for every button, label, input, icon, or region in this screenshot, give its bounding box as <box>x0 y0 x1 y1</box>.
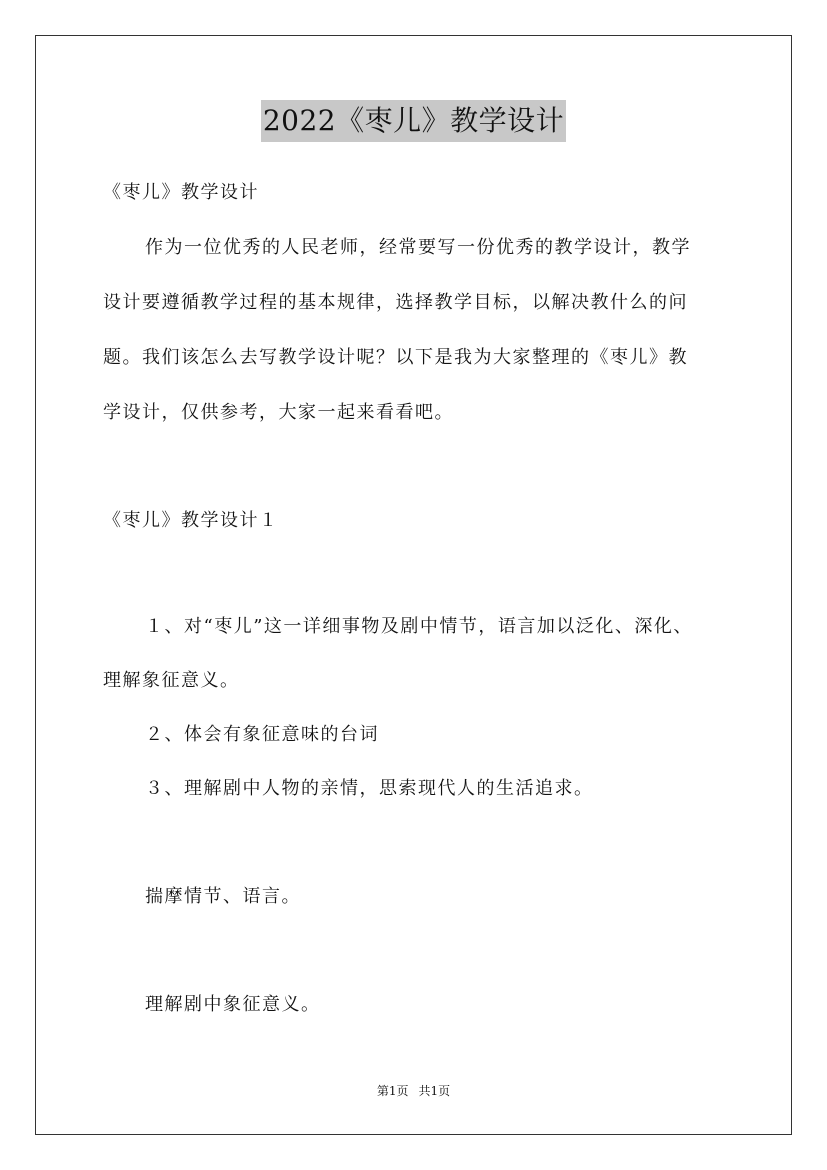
page-footer <box>0 1083 827 1099</box>
key-point: 揣摩情节、语言。 <box>145 886 301 907</box>
document-title: 2022《枣儿》教学设计 <box>261 100 566 142</box>
intro-line-3: 题。我们该怎么去写教学设计呢？以下是我为大家整理的《枣儿》教 <box>103 347 688 368</box>
difficult-point: 理解剧中象征意义。 <box>145 994 321 1015</box>
objective-1-line-2: 理解象征意义。 <box>103 670 240 691</box>
section-heading: 《枣儿》教学设计１ <box>103 510 279 531</box>
objective-2: ２、体会有象征意味的台词 <box>145 724 379 745</box>
objective-3: ３、理解剧中人物的亲情，思索现代人的生活追求。 <box>145 778 594 799</box>
document-title-wrap <box>0 100 827 142</box>
subtitle-line: 《枣儿》教学设计 <box>103 182 259 203</box>
intro-line-1: 作为一位优秀的人民老师，经常要写一份优秀的教学设计，教学 <box>145 237 691 258</box>
objective-1-line-1: １、对“枣儿”这一详细事物及剧中情节，语言加以泛化、深化、 <box>145 616 693 637</box>
page-number: 第1页 <box>376 1084 409 1098</box>
intro-line-4: 学设计，仅供参考，大家一起来看看吧。 <box>103 402 454 423</box>
page-total: 共1页 <box>418 1084 451 1098</box>
intro-line-2: 设计要遵循教学过程的基本规律，选择教学目标，以解决教什么的问 <box>103 292 688 313</box>
